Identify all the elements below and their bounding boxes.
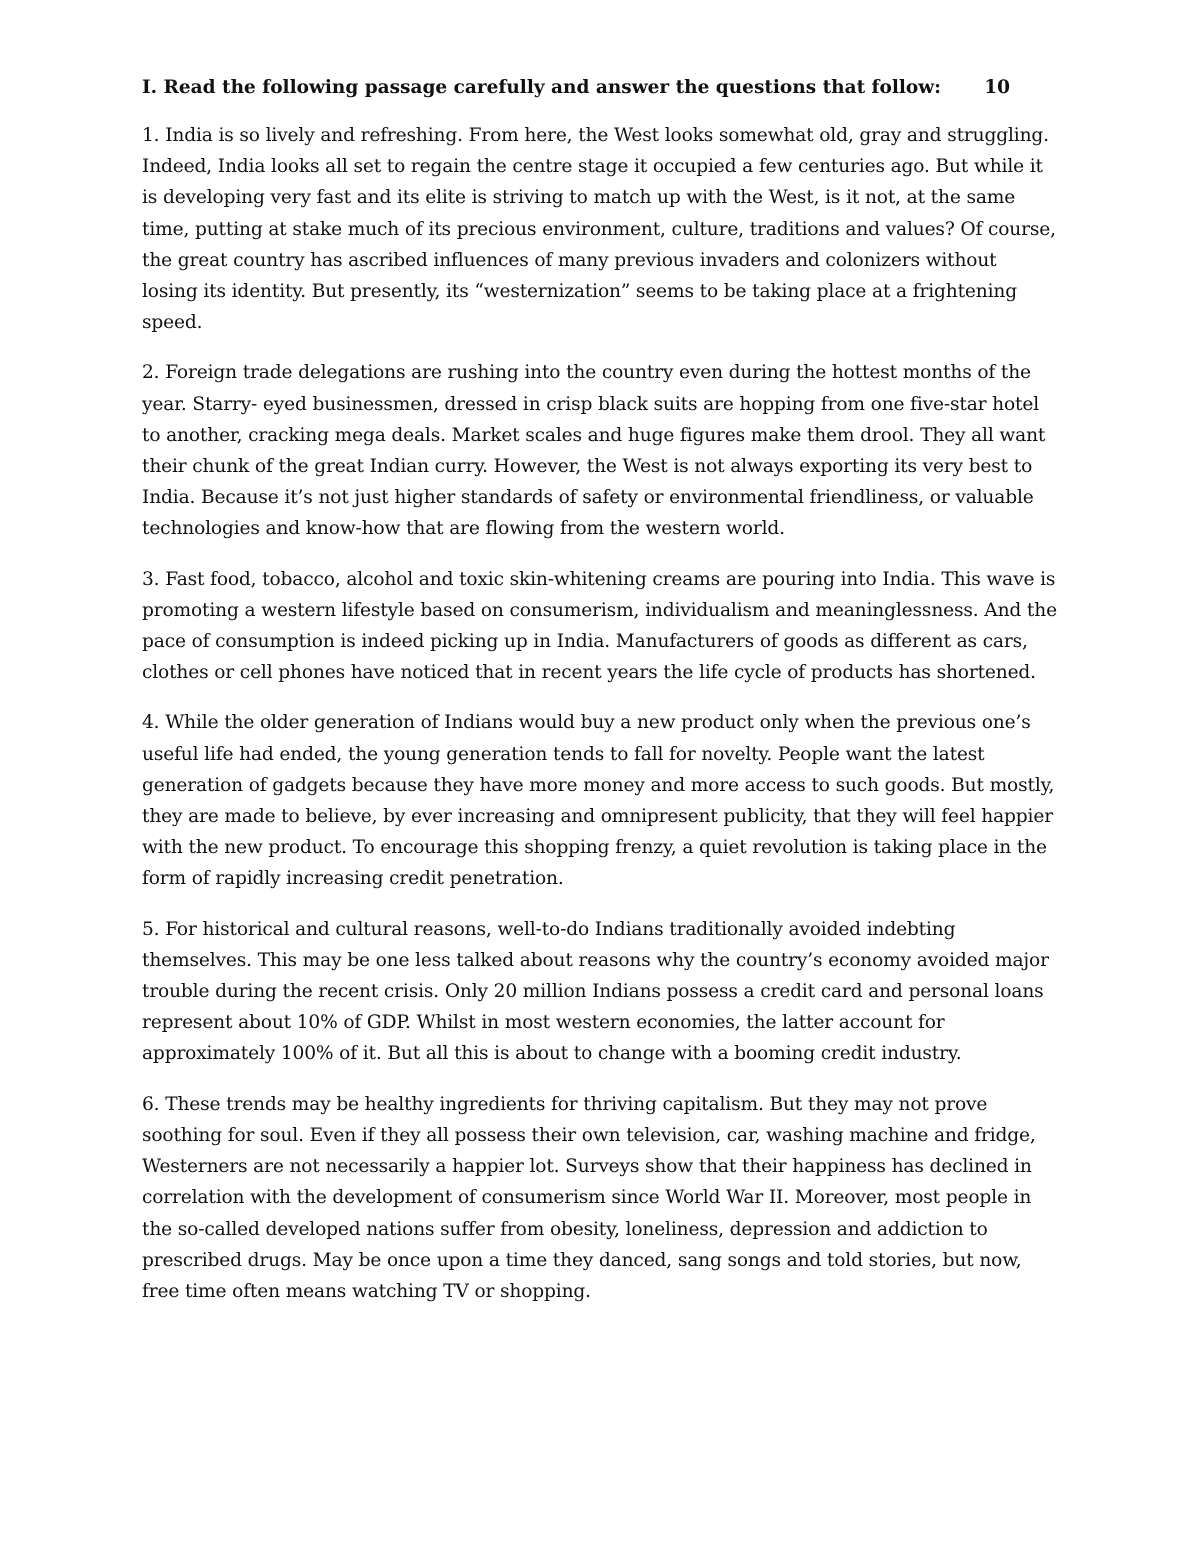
passage-paragraph-1: 1. India is so lively and refreshing. From here, the West looks somewhat old, gray and struggling. Indeed, India looks all set to regain the centre stage it occupied a few centuries ago. But while it is developing very fast and its elite is striving to match up with the West, is it not, at the same time, putting at stake much of its precious environment, culture, traditions and values? Of course, the great country has ascribed influences of many previous invaders and colonizers without losing its identity. But presently, its “westernization” seems to be taking place at a frightening speed. (142, 125, 1056, 334)
question-instruction: I. Read the following passage carefully and answer the questions that follow: (142, 77, 941, 98)
question-marks: 10 (984, 77, 1010, 98)
passage-paragraph-3: 3. Fast food, tobacco, alcohol and toxic skin-whitening creams are pouring into India. This wave is promoting a western lifestyle based on consumerism, individualism and meaninglessness. And the pace of consumption is indeed picking up in India. Manufacturers of goods as different as cars, clothes or cell phones have noticed that in recent years the life cycle of products has shortened. (142, 568, 1057, 684)
document-page (142, 74, 1062, 1326)
question-heading (142, 74, 1012, 102)
passage-paragraph-6: 6. These trends may be healthy ingredients for thriving capitalism. But they may not prove soothing for soul. Even if they all possess their own television, car, washing machine and fridge, Westerners are not necessarily a happier lot. Surveys show that their happiness has declined in correlation with the development of consumerism since World War II. Moreover, most people in the so-called developed nations suffer from obesity, loneliness, depression and addiction to prescribed drugs. May be once upon a time they danced, sang songs and told stories, but now, free time often means watching TV or shopping. (142, 1093, 1036, 1302)
passage-paragraph-5: 5. For historical and cultural reasons, well-to-do Indians traditionally avoided indebting themselves. This may be one less talked about reasons why the country’s economy avoided major trouble during the recent crisis. Only 20 million Indians possess a credit card and personal loans represent about 10% of GDP. Whilst in most western economies, the latter account for approximately 100% of it. But all this is about to change with a booming credit industry. (142, 918, 1049, 1065)
passage-paragraph-4: 4. While the older generation of Indians would buy a new product only when the previous one’s useful life had ended, the young generation tends to fall for novelty. People want the latest generation of gadgets because they have more money and more access to such goods. But mostly, they are made to believe, by ever increasing and omnipresent publicity, that they will feel happier with the new product. To encourage this shopping frenzy, a quiet revolution is taking place in the form of rapidly increasing credit penetration. (142, 712, 1055, 890)
passage-paragraph-2: 2. Foreign trade delegations are rushing into the country even during the hottest months of the year. Starry- eyed businessmen, dressed in crisp black suits are hopping from one five-star hotel to another, cracking mega deals. Market scales and huge figures make them drool. They all want their chunk of the great Indian curry. However, the West is not always exporting its very best to India. Because it’s not just higher standards of safety or environmental friendliness, or valuable technologies and know-how that are flowing from the western world. (142, 362, 1046, 540)
